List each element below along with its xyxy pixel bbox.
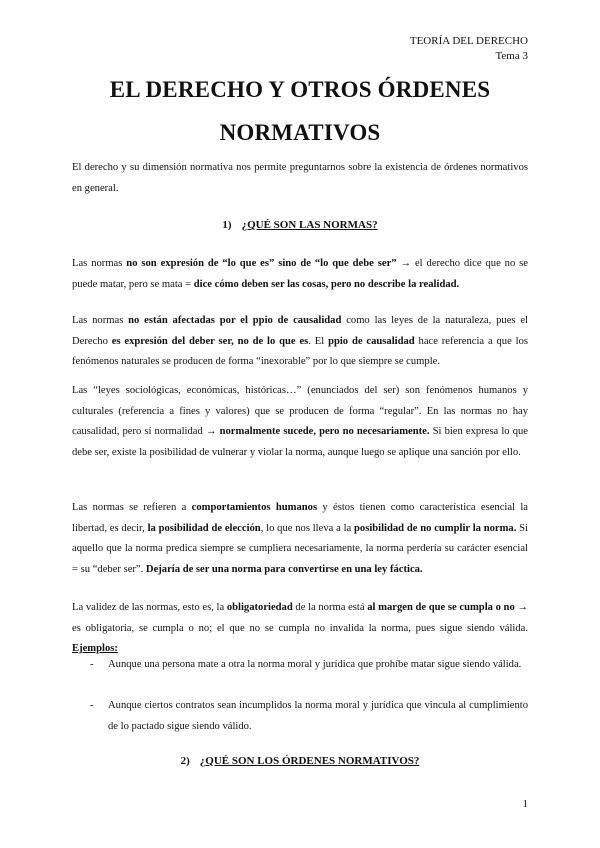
p3-text-c: Si bien expresa lo que debe ser, existe la posibilidad de vulnerar y violar la norma, aunque luego se aplique una sanción por ello. (72, 426, 529, 458)
p5-examples-label: Ejemplos: (72, 643, 118, 655)
header-unit: Tema 3 (495, 50, 528, 62)
example-item-1 (90, 655, 528, 676)
p4-text-c: y éstos tienen como característica esencial la libertad, es decir, (72, 502, 528, 534)
p5-text-a: La validez de las normas, esto es, la (72, 602, 227, 613)
paragraph-5 (72, 598, 528, 660)
p1-text-c: → el derecho dice que no se puede matar, pero se mata = (72, 258, 528, 290)
section-2-number: 2) (180, 755, 190, 767)
page-number: 1 (522, 798, 528, 810)
p4-bold-1: comportamientos humanos (191, 502, 318, 513)
p4-bold-2: la posibilidad de elección (147, 522, 261, 534)
example-item-2-text: Aunque ciertos contratos sean incumplidos la norma moral y jurídica que vincula al cumplimiento de lo pactado sigue siendo válido. (108, 700, 528, 732)
section-2-heading (72, 753, 528, 769)
p2-text-e: hace referencia a que los fenómenos naturales se producen de forma “inexorable” por lo que siempre se cumple. (72, 335, 528, 368)
example-item-1-text: Aunque una persona mate a otra la norma moral y jurídica que prohíbe matar sigue siendo válida. (108, 659, 522, 670)
p2-bold-3: ppio de causalidad (328, 335, 415, 347)
p4-text-d: , lo que nos lleva a la (260, 522, 355, 534)
paragraph-3 (72, 381, 528, 463)
p4-bold-3: posibilidad de no cumplir la norma. (354, 522, 517, 534)
document-title-line1: EL DERECHO Y OTROS ÓRDENES (109, 77, 491, 102)
p1-text-a: Las normas (72, 258, 127, 269)
header-course: TEORÍA DEL DERECHO (409, 35, 528, 47)
example-item-2 (90, 696, 528, 737)
p2-bold-2: es expresión del deber ser, no de lo que es (111, 335, 309, 347)
section-2-title: ¿QUÉ SON LOS ÓRDENES NORMATIVOS? (199, 755, 420, 767)
section-1-number: 1) (222, 219, 232, 231)
p5-bold-1: obligatoriedad (226, 602, 293, 613)
p5-text-d: → es obligatoria, se cumpla o no; el que no se cumpla no invalida la norma, pues sigue siendo válida. (72, 602, 529, 634)
paragraph-2 (72, 311, 528, 373)
p2-text-a: Las normas (72, 315, 129, 326)
p5-bold-2: al margen de que se cumpla o no (367, 602, 515, 613)
bullet-dash: - (90, 659, 94, 670)
p1-bold-1: no son expresión de “lo que es” sino de “lo que debe ser” (126, 258, 397, 269)
p2-text-c: como las leyes de la naturaleza, pues el Derecho (72, 315, 528, 347)
p1-bold-2: dice cómo deben ser las cosas, pero no describe la realidad. (193, 278, 460, 290)
p3-bold-1: normalmente sucede, pero no necesariamente. (219, 426, 430, 438)
p5-text-c: de la norma está (292, 602, 368, 613)
p2-bold-1: no están afectadas por el ppio de causalidad (128, 315, 342, 326)
p4-bold-4: Dejaría de ser una norma para convertirse en una ley fáctica. (145, 563, 423, 575)
p4-text-e: Si aquello que la norma predica siempre se cumpliera necesariamente, la norma perdería su carácter esencial = su “deber ser”. (72, 522, 528, 575)
p3-text-a: Las “leyes sociológicas, económicas, históricas…” (enunciados del ser) son fenómenos humanos y culturales (referencia a fines y valores) que se producen de forma “regular”. En las normas no hay causalidad, pero sí normalidad → (72, 385, 528, 438)
section-1-heading (72, 217, 528, 233)
paragraph-4 (72, 498, 528, 580)
intro-paragraph: El derecho y su dimensión normativa nos permite preguntarnos sobre la existencia de órdenes normativos en general. (72, 162, 528, 194)
bullet-dash: - (90, 700, 94, 711)
section-1-title: ¿QUÉ SON LAS NORMAS? (241, 219, 378, 231)
paragraph-1 (72, 254, 528, 295)
p4-text-a: Las normas se refieren a (72, 502, 192, 513)
document-title-line2: NORMATIVOS (219, 120, 381, 145)
p2-text-d: . El (308, 335, 329, 347)
